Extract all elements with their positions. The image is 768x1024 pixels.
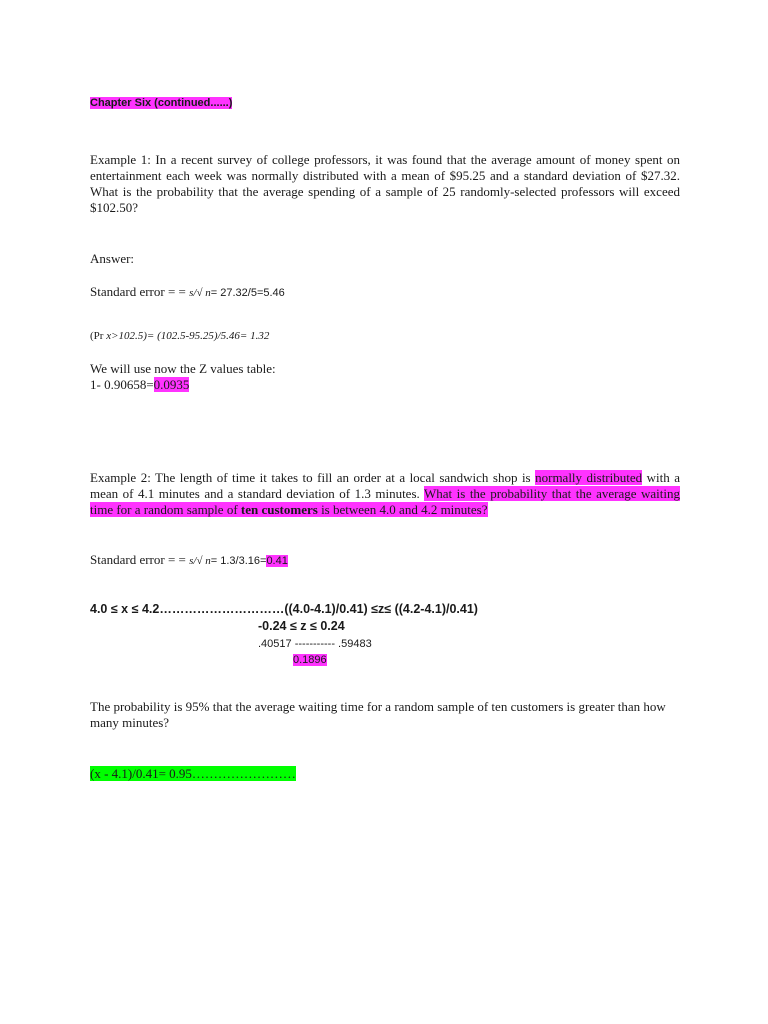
example2-standard-error bbox=[90, 552, 680, 569]
inequality-result bbox=[293, 652, 493, 668]
se2-result: 0.41 bbox=[266, 555, 288, 567]
se2-formula: s/√ n bbox=[189, 555, 211, 567]
question3-paragraph: The probability is 95% that the average waiting time for a random sample of ten customers is greater than how many minutes? bbox=[90, 699, 666, 730]
z-calc-line bbox=[90, 377, 680, 393]
se2-value: = 1.3/3.16= bbox=[210, 555, 267, 567]
se-label: Standard error = = bbox=[90, 284, 190, 299]
ex2-text-1: Example 2: The length of time it takes to fill an order at a local sandwich shop is bbox=[90, 470, 536, 485]
pr-formula: x>102.5)= (102.5-95.25)/5.46= 1.32 bbox=[106, 330, 270, 342]
example1-paragraph: Example 1: In a recent survey of college professors, it was found that the average amount of money spent on entertainment each week was normally distributed with a mean of $95.25 and a standard deviation of $27.32. What is the probability that the average spending of a sample of 25 randomly-selected professors will exceed $102.50? bbox=[90, 152, 680, 215]
se-value: = 27.32/5=5.46 bbox=[210, 287, 285, 299]
inequality-line-1: 4.0 ≤ x ≤ 4.2…………………………((4.0-4.1)/0.41) ≤z≤ ((4.2-4.1)/0.41) bbox=[90, 602, 478, 616]
chapter-title bbox=[90, 95, 680, 111]
inequality-result-value: 0.1896 bbox=[293, 654, 327, 666]
ex2-text-2: with a mean of 4.1 minutes and a standard deviation of 1.3 minutes. bbox=[90, 470, 680, 501]
example1-standard-error bbox=[90, 284, 680, 301]
final-equation bbox=[90, 766, 680, 782]
se-formula: s/√ n bbox=[189, 287, 211, 299]
z-calc-result: 0.0935 bbox=[153, 377, 190, 392]
se2-label: Standard error = = bbox=[90, 552, 190, 567]
ex2-highlight-2: What is the probability that the average waiting time for a random sample of bbox=[90, 486, 680, 517]
example1-probability bbox=[90, 328, 680, 344]
z-table-note bbox=[90, 361, 680, 393]
pr-prefix: (Pr bbox=[90, 330, 107, 342]
z-table-line: We will use now the Z values table: bbox=[90, 361, 276, 376]
answer-label: Answer: bbox=[90, 251, 135, 266]
inequality-line-3: .40517 ----------- .59483 bbox=[258, 638, 372, 650]
ex2-highlight-3: is between 4.0 and 4.2 minutes? bbox=[317, 502, 488, 517]
z-calc-prefix: 1- 0.90658= bbox=[90, 377, 154, 392]
ex2-highlight-bold: ten customers bbox=[240, 502, 318, 517]
example2-paragraph bbox=[90, 470, 680, 518]
final-equation-text: (x - 4.1)/0.41= 0.95…………………… bbox=[90, 766, 296, 781]
chapter-title-text: Chapter Six (continued......) bbox=[90, 97, 233, 109]
ex2-highlight-1: normally distributed bbox=[535, 470, 643, 485]
inequality-line-2: -0.24 ≤ z ≤ 0.24 bbox=[258, 619, 345, 633]
